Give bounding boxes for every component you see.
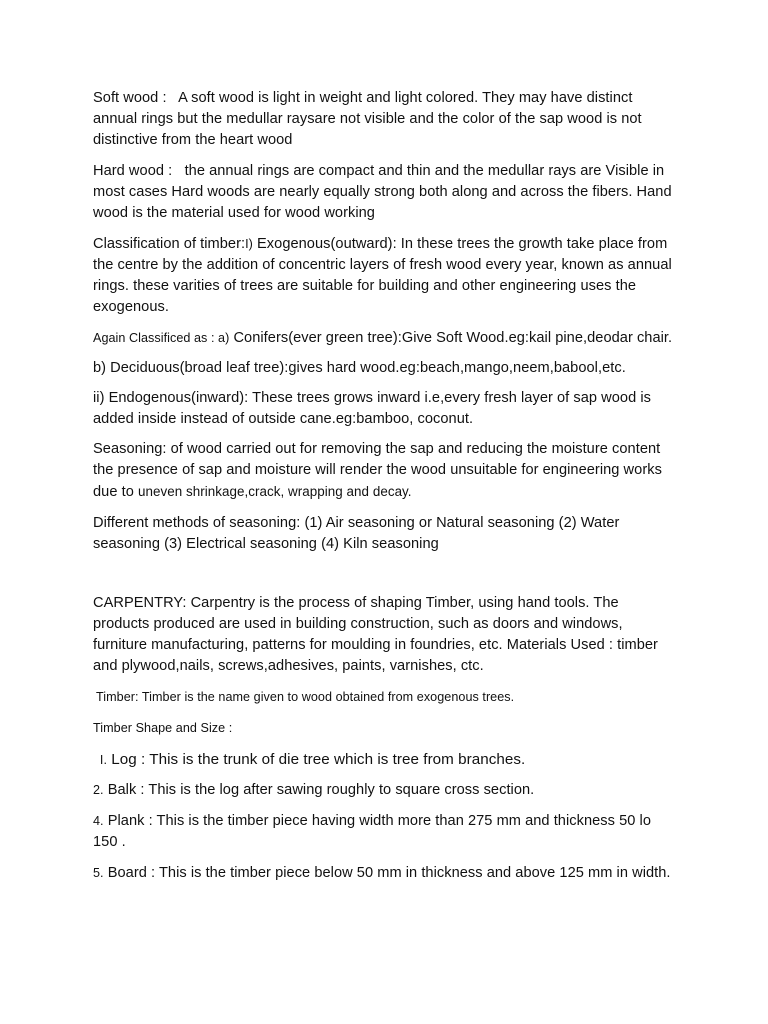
again-classified-lead: Again Classificed as : a) [93, 331, 230, 345]
soft-wood-text: A soft wood is light in weight and light colored. They may have distinct annual rings but the medullar raysare not visible and the color of the sap wood is not distinctive from the heart wood [93, 90, 642, 148]
endogenous-paragraph: ii) Endogenous(inward): These trees grows inward i.e,every fresh layer of sap wood is added inside instead of outside cane.eg:bamboo, coconut. [93, 390, 651, 427]
size-item-balk [93, 780, 678, 801]
again-classified-paragraph [93, 328, 678, 349]
carpentry-paragraph: CARPENTRY: Carpentry is the process of shaping Timber, using hand tools. The products produced are used in building construction, such as doors and windows, furniture manufacturing, patterns for moulding in foundries, etc. Materials Used : timber and plywood,nails, screws,adhesives, paints, varnishes, ctc. [93, 595, 658, 674]
seasoning-paragraph [93, 439, 678, 503]
classification-term: Classification of timber: [93, 236, 246, 252]
seasoning-text: Seasoning: of wood carried out for removing the sap and reducing the moisture content the presence of sap and moisture will render the wood unsuitable for engineering works due to [93, 441, 662, 500]
size-item-text: Log : This is the trunk of die tree which is tree from branches. [111, 751, 526, 768]
size-item-number: 4. [93, 814, 104, 828]
size-item-number: I. [99, 753, 107, 767]
classification-text: Exogenous(outward): In these trees the growth take place from the centre by the addition of concentric layers of fresh wood every year, known as annual rings. these varities of trees are suitable for building and other engineering uses the exogenous. [93, 236, 672, 315]
size-item-board [93, 863, 678, 884]
again-classified-text: Conifers(ever green tree):Give Soft Wood.eg:kail pine,deodar chair. [233, 330, 673, 346]
classification-paragraph [93, 234, 678, 318]
seasoning-tail: uneven shrinkage,crack, wrapping and decay. [137, 484, 412, 499]
size-item-text: Plank : This is the timber piece having width more than 275 mm and thickness 50 lo 150 . [93, 813, 651, 850]
timber-definition: Timber: Timber is the name given to wood obtained from exogenous trees. [96, 690, 515, 704]
seasoning-methods-paragraph: Different methods of seasoning: (1) Air seasoning or Natural seasoning (2) Water seasoning (3) Electrical seasoning (4) Kiln seasoning [93, 515, 620, 552]
hard-wood-text: the annual rings are compact and thin and the medullar rays are Visible in most cases Hard woods are nearly equally strong both along and across the fibers. Hand wood is the material used for wood working [93, 163, 672, 221]
size-item-number: 2. [93, 783, 104, 797]
timber-shape-heading: Timber Shape and Size : [93, 721, 233, 735]
deciduous-paragraph: b) Deciduous(broad leaf tree):gives hard wood.eg:beach,mango,neem,babool,etc. [93, 360, 626, 376]
size-item-number: 5. [93, 866, 104, 880]
size-item-text: Balk : This is the log after sawing roughly to square cross section. [107, 782, 535, 798]
size-item-text: Board : This is the timber piece below 50 mm in thickness and above 125 mm in width. [107, 865, 671, 881]
soft-wood-term: Soft wood : [93, 90, 167, 106]
size-item-plank [93, 811, 678, 853]
classification-marker: I) [245, 237, 253, 251]
hard-wood-term: Hard wood : [93, 163, 173, 179]
soft-wood-paragraph [93, 88, 678, 151]
hard-wood-paragraph [93, 161, 678, 224]
size-item-log [93, 749, 678, 771]
